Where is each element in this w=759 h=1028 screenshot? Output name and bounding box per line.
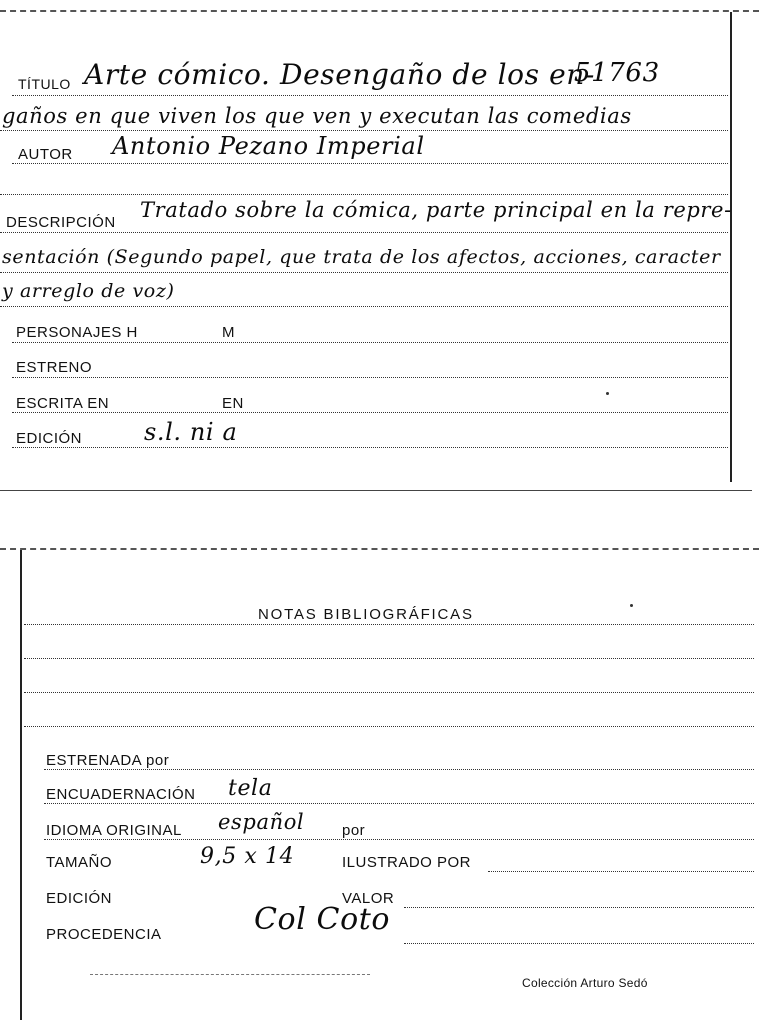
encuadernacion-line (44, 803, 754, 804)
autor-line (12, 163, 728, 164)
notas-line-1 (24, 624, 754, 625)
edicion-value: s.l. ni a (144, 418, 238, 446)
back-edicion-label: EDICIÓN (46, 890, 113, 907)
card-right-edge (730, 12, 732, 482)
descripcion-value-line1: Tratado sobre la cómica, parte principal en la repre- (140, 198, 732, 222)
estreno-line (12, 377, 728, 378)
card-back-left-edge (20, 550, 22, 1020)
valor-line (404, 907, 754, 908)
titulo-value-line2: gaños en que viven los que ven y executan las comedias (2, 104, 632, 128)
descripcion-line-3 (0, 306, 728, 307)
encuadernacion-value: tela (228, 776, 273, 801)
idioma-original-label: IDIOMA ORIGINAL (46, 822, 182, 839)
notas-line-2 (24, 658, 754, 659)
idioma-por-label: por (342, 822, 366, 839)
bottom-dash-line (90, 974, 370, 975)
personajes-m-label: M (222, 324, 235, 341)
estrenada-line (44, 769, 754, 770)
encuadernacion-label: ENCUADERNACIÓN (46, 786, 196, 803)
personajes-h-label: PERSONAJES H (16, 324, 138, 341)
escrita-en-line (12, 412, 728, 413)
blank-line-front (0, 194, 728, 195)
catalog-card-front (0, 0, 759, 492)
edicion-label: EDICIÓN (16, 430, 83, 447)
tamano-value: 9,5 x 14 (200, 844, 295, 869)
ilustrado-por-label: ILUSTRADO POR (342, 854, 472, 871)
idioma-line (44, 839, 754, 840)
autor-value: Antonio Pezano Imperial (112, 132, 425, 160)
escrita-en-label: ESCRITA EN (16, 395, 110, 412)
catalog-card-back (0, 540, 759, 1028)
ink-speck (606, 392, 609, 395)
procedencia-value: Col Coto (254, 902, 391, 937)
estreno-label: ESTRENO (16, 359, 93, 376)
titulo-line-1 (12, 95, 728, 96)
personajes-line (12, 342, 728, 343)
estrenada-por-label: ESTRENADA por (46, 752, 170, 769)
descripcion-label: DESCRIPCIÓN (6, 214, 116, 231)
idioma-original-value: español (218, 810, 305, 834)
titulo-value-line1: Arte cómico. Desengaño de los en- (84, 58, 595, 91)
catalog-number: 51763 (574, 58, 660, 88)
notas-heading: NOTAS BIBLIOGRÁFICAS (258, 606, 474, 623)
ilustrado-line (488, 871, 754, 872)
titulo-label: TÍTULO (18, 76, 71, 92)
procedencia-line (404, 943, 754, 944)
tamano-label: TAMAÑO (46, 854, 113, 871)
descripcion-value-line3: y arreglo de voz) (2, 280, 175, 302)
card-back-top-edge (0, 548, 759, 550)
notas-line-3 (24, 692, 754, 693)
descripcion-line-2 (0, 272, 728, 273)
en-label: EN (222, 395, 244, 412)
card-bottom-edge (0, 490, 752, 491)
edicion-line (12, 447, 728, 448)
procedencia-label: PROCEDENCIA (46, 926, 162, 943)
valor-label: VALOR (342, 890, 395, 907)
descripcion-line-1 (0, 232, 728, 233)
descripcion-value-line2: sentación (Segundo papel, que trata de los afectos, acciones, caracter (2, 246, 721, 268)
ink-speck-back (630, 604, 633, 607)
notas-line-4 (24, 726, 754, 727)
titulo-line-2 (0, 130, 728, 131)
autor-label: AUTOR (18, 146, 73, 163)
collection-stamp: Colección Arturo Sedó (522, 976, 648, 990)
card-top-edge (0, 10, 759, 12)
